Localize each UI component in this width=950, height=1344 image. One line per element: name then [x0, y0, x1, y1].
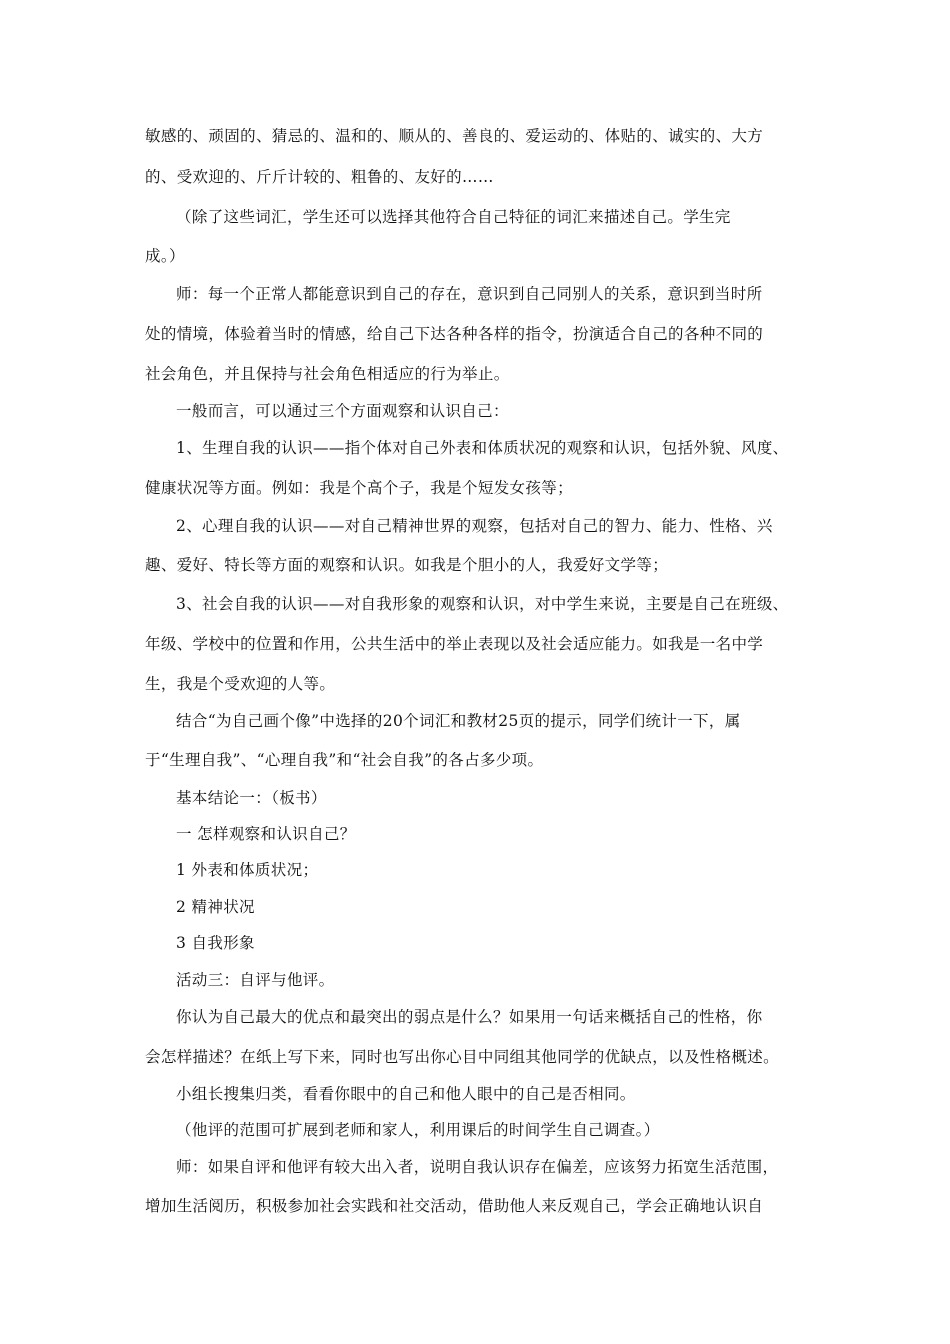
text-line: 一般而言，可以通过三个方面观察和认识自己：	[176, 402, 509, 420]
text-line: 处的情境，体验着当时的情感，给自己下达各种各样的指令，扮演适合自己的各种不同的	[145, 325, 764, 343]
text-line: 生，我是个受欢迎的人等。	[145, 675, 336, 693]
text-line: 活动三：自评与他评。	[176, 971, 335, 989]
text-line: 基本结论一：（板书）	[176, 789, 327, 807]
text-line: 1 外表和体质状况；	[176, 861, 319, 879]
text-line: 会怎样描述？在纸上写下来，同时也写出你心目中同组其他同学的优缺点，以及性格概述。	[145, 1048, 780, 1066]
text-line: 2 精神状况	[176, 898, 255, 916]
text-line: 社会角色，并且保持与社会角色相适应的行为举止。	[145, 365, 510, 383]
text-line: 3、社会自我的认识——对自我形象的观察和认识，对中学生来说，主要是自己在班级、	[176, 595, 789, 613]
text-line: 师：每一个正常人都能意识到自己的存在，意识到自己同别人的关系，意识到当时所	[176, 285, 763, 303]
text-line: 健康状况等方面。例如：我是个高个子，我是个短发女孩等；	[145, 479, 573, 497]
text-line: 敏感的、顽固的、猜忌的、温和的、顺从的、善良的、爱运动的、体贴的、诚实的、大方	[145, 127, 764, 145]
text-line: 小组长搜集归类，看看你眼中的自己和他人眼中的自己是否相同。	[176, 1085, 636, 1103]
text-line: 一 怎样观察和认识自己？	[176, 825, 356, 843]
text-line: 2、心理自我的认识——对自己精神世界的观察，包括对自己的智力、能力、性格、兴	[176, 517, 773, 535]
text-line: 师：如果自评和他评有较大出入者，说明自我认识存在偏差，应该努力拓宽生活范围，	[176, 1158, 779, 1176]
text-line: 趣、爱好、特长等方面的观察和认识。如我是个胆小的人，我爱好文学等；	[145, 556, 669, 574]
text-line: 成。）	[145, 247, 185, 265]
text-line: 年级、学校中的位置和作用，公共生活中的举止表现以及社会适应能力。如我是一名中学	[145, 635, 764, 653]
text-line: 于“生理自我”、“心理自我”和“社会自我”的各占多少项。	[145, 751, 544, 769]
text-line: 1、生理自我的认识——指个体对自己外表和体质状况的观察和认识，包括外貌、风度、	[176, 439, 789, 457]
text-line: 3 自我形象	[176, 934, 255, 952]
text-line: 你认为自己最大的优点和最突出的弱点是什么？如果用一句话来概括自己的性格，你	[176, 1008, 763, 1026]
text-line: （他评的范围可扩展到老师和家人，利用课后的时间学生自己调查。）	[176, 1121, 660, 1139]
text-line: 的、受欢迎的、斤斤计较的、粗鲁的、友好的……	[145, 168, 494, 186]
text-line: 结合“为自己画个像”中选择的20个词汇和教材25页的提示，同学们统计一下，属	[176, 712, 741, 730]
text-line: 增加生活阅历，积极参加社会实践和社交活动，借助他人来反观自己，学会正确地认识自	[145, 1197, 764, 1215]
text-line: （除了这些词汇，学生还可以选择其他符合自己特征的词汇来描述自己。学生完	[176, 208, 731, 226]
